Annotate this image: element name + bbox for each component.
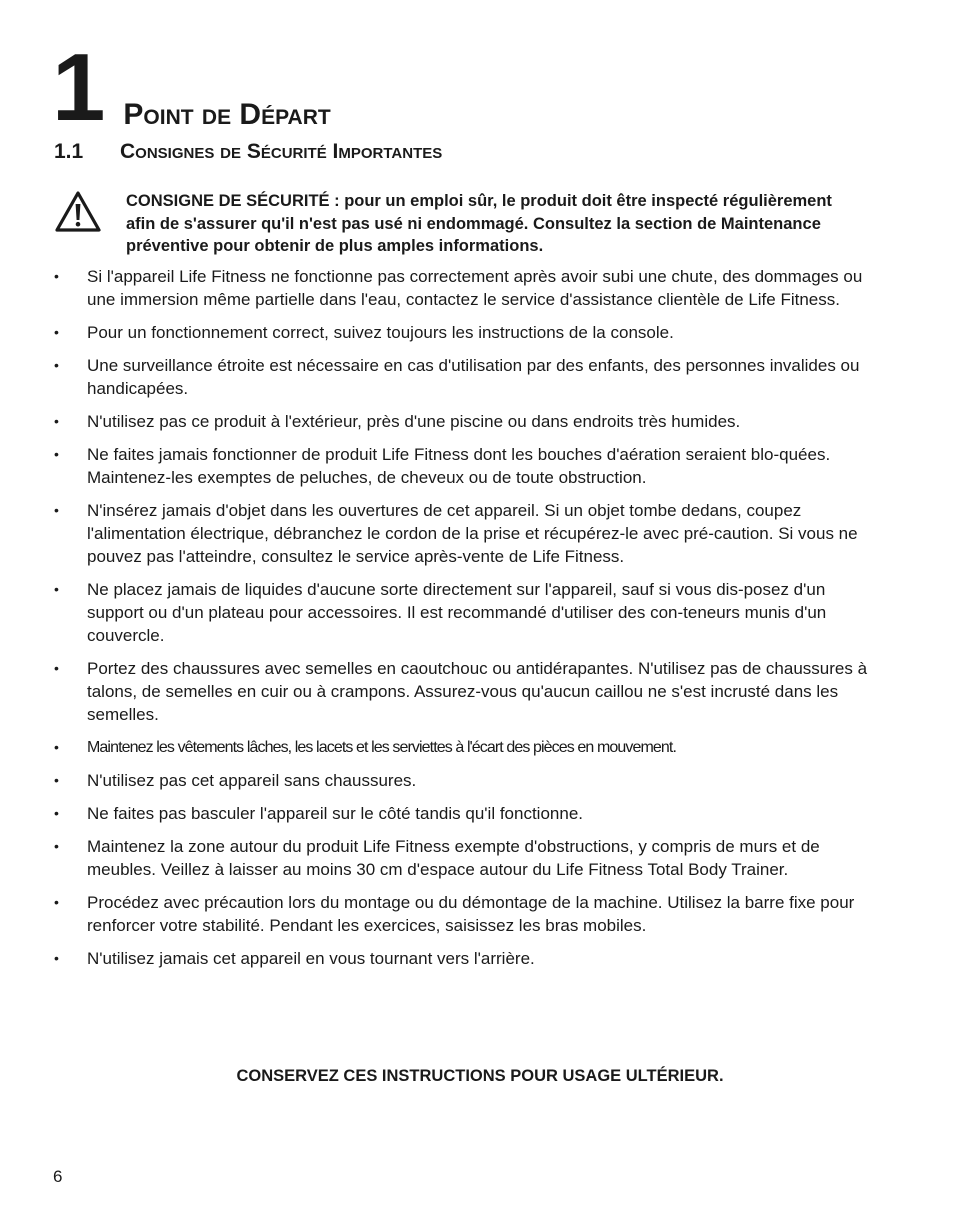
safety-warning [54,190,854,258]
list-item-text: Ne placez jamais de liquides d'aucune sorte directement sur l'appareil, sauf si vous dis-posez d'un support ou d'un plateau pour accessoires. Il est recommandé d'utiliser des con-teneurs munis d'un couvercle. [87,580,827,645]
list-item-text: Si l'appareil Life Fitness ne fonctionne pas correctement après avoir subi une chute, des dommages ou une immersion même partielle dans l'eau, contactez le service d'assistance clientèle de Life Fitness. [87,267,863,309]
page-number: 6 [53,1167,63,1186]
list-item-text: N'utilisez jamais cet appareil en vous tournant vers l'arrière. [87,949,535,968]
list-item-text: Maintenez les vêtements lâches, les lacets et les serviettes à l'écart des pièces en mouvement. [87,739,676,756]
bullet-mark: • [54,268,59,284]
chapter-heading [52,34,331,141]
bullet-mark: • [54,324,59,340]
chapter-title: Point de Départ [123,98,331,131]
bullet-mark: • [54,581,59,597]
list-item [54,657,870,726]
bullet-mark: • [54,805,59,821]
section-number: 1.1 [54,140,84,163]
chapter-number: 1 [52,34,104,141]
list-item-text: Ne faites pas basculer l'appareil sur le côté tandis qu'il fonctionne. [87,804,583,823]
list-item [54,354,870,400]
list-item-text: Une surveillance étroite est nécessaire en cas d'utilisation par des enfants, des personnes invalides ou handicapées. [87,356,860,398]
list-item-text: Portez des chaussures avec semelles en caoutchouc ou antidérapantes. N'utilisez pas de chaussures à talons, de semelles en cuir ou à crampons. Assurez-vous qu'aucun caillou ne s'est incrusté dans les semelles. [87,659,868,724]
list-item [54,802,870,825]
list-item-text: Ne faites jamais fonctionner de produit Life Fitness dont les bouches d'aération seraient blo-quées. Maintenez-les exemptes de peluches, de cheveux ou de toute obstruction. [87,445,831,487]
bullet-mark: • [54,772,59,788]
list-item-text: Maintenez la zone autour du produit Life Fitness exempte d'obstructions, y compris de murs et de meubles. Veillez à laisser au moins 30 cm d'espace autour du Life Fitness Total Body Trainer. [87,837,820,879]
bullet-mark: • [54,950,59,966]
bullet-mark: • [54,838,59,854]
bullet-mark: • [54,739,59,755]
section-heading [54,140,442,164]
warning-triangle-icon [54,190,102,234]
bullet-mark: • [54,357,59,373]
list-item-text: Procédez avec précaution lors du montage ou du démontage de la machine. Utilisez la barre fixe pour renforcer votre stabilité. Pendant les exercices, saisissez les bras mobiles. [87,893,855,935]
list-item [54,265,870,311]
list-item [54,578,870,647]
list-item [54,736,870,759]
list-item [54,891,870,937]
list-item-text: Pour un fonctionnement correct, suivez toujours les instructions de la console. [87,323,674,342]
footer-note: CONSERVEZ CES INSTRUCTIONS POUR USAGE ULTÉRIEUR. [236,1067,724,1085]
safety-instructions-list [54,265,870,980]
bullet-mark: • [54,660,59,676]
list-item [54,769,870,792]
list-item [54,321,870,344]
bullet-mark: • [54,502,59,518]
list-item [54,499,870,568]
section-title: Consignes de Sécurité Importantes [120,140,443,163]
list-item [54,835,870,881]
warning-text: CONSIGNE DE SÉCURITÉ : pour un emploi sûr, le produit doit être inspecté régulièrement afin de s'assurer qu'il n'est pas usé ni endommagé. Consultez la section de Maintenance préventive pour obtenir de plus amples informations. [126,192,832,255]
bullet-mark: • [54,413,59,429]
list-item-text: N'insérez jamais d'objet dans les ouvertures de cet appareil. Si un objet tombe dedans, coupez l'alimentation électrique, débranchez le cordon de la prise et récupérez-le avec pré-caution. Si vous ne pouvez pas l'atteindre, consultez le service après-vente de Life Fitness. [87,501,858,566]
list-item-text: N'utilisez pas cet appareil sans chaussures. [87,771,417,790]
bullet-mark: • [54,894,59,910]
list-item-text: N'utilisez pas ce produit à l'extérieur, près d'une piscine ou dans endroits très humides. [87,412,741,431]
bullet-mark: • [54,446,59,462]
list-item [54,410,870,433]
list-item [54,443,870,489]
list-item [54,947,870,970]
